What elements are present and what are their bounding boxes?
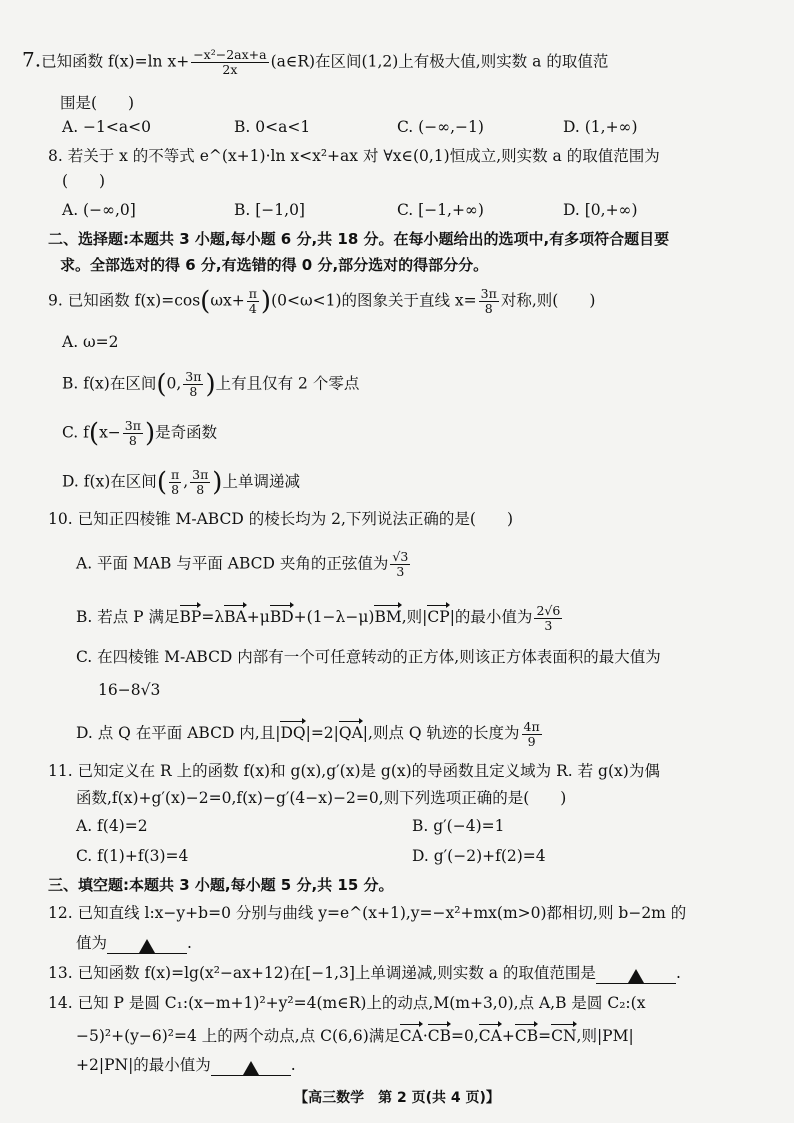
- q10-option-d: [76, 719, 544, 749]
- q10-option-a-frac: [390, 550, 410, 579]
- q9-3pi-over-8: [479, 287, 499, 316]
- q9-option-d-num1: π: [170, 467, 180, 482]
- q9-option-d-frac1: [169, 468, 181, 497]
- q9-option-a: A. ω=2: [62, 333, 119, 351]
- q10-option-d-text: D. 点 Q 在平面 ABCD 内,且|: [76, 724, 281, 742]
- vector-bd: BD: [270, 603, 294, 628]
- q10-option-b-min: |的最小值为: [449, 608, 533, 626]
- q10-option-c-line2: 16−8√3: [98, 681, 161, 699]
- q9-option-b: B. f(x)在区间(0, $\frac{3\pi}{8}$ )上有且仅有 2 个零点: [62, 369, 360, 400]
- q9-stem-a: 9. 已知函数 f(x)=cos: [48, 291, 201, 310]
- q12-line2: [76, 932, 192, 954]
- q13-line: [48, 962, 681, 984]
- q10-option-b-den: 3: [544, 617, 553, 633]
- triangle-icon: [139, 939, 155, 953]
- q10-option-a-num: √3: [392, 549, 409, 564]
- q7-option-a: A. −1<a<0: [62, 118, 151, 136]
- q9-option-d-tail: 上单调递减: [222, 472, 300, 491]
- q7-option-d: D. (1,+∞): [563, 118, 638, 136]
- q9-three-pi: 3π: [480, 286, 497, 301]
- q7-number: 7.: [22, 47, 42, 72]
- vector-bm: BM: [374, 603, 401, 628]
- q11-option-b: B. g′(−4)=1: [412, 817, 505, 835]
- q9-stem-b: ωx+: [210, 291, 245, 310]
- vector-ba: BA: [224, 603, 247, 628]
- q9-stem-c: (0<ω<1)的图象关于直线 x=: [271, 291, 477, 310]
- q9-option-b-interval: 0,: [166, 374, 182, 393]
- q8-option-a: A. (−∞,0]: [62, 201, 136, 219]
- q9-option-c: C. f(x− $\frac{3\pi}{8}$ )是奇函数: [62, 418, 218, 449]
- vector-cn: CN: [551, 1022, 576, 1047]
- q8-option-d: D. [0,+∞): [563, 201, 638, 219]
- q8-stem-b: ( ): [62, 172, 106, 190]
- q10-option-b-coef: +(1−λ−μ): [293, 608, 375, 626]
- q9-stem: 9. 已知函数 f(x)=cos(ωx+ $\frac{\pi}{4}$ )(0<ω<1)的图象关于直线 x= $\frac{3\pi}{8}$ 对称,则( ): [48, 286, 596, 317]
- q14-line1: 14. 已知 P 是圆 C₁:(x−m+1)²+y²=4(m∈R)上的动点,M(m+3,0),点 A,B 是圆 C₂:(x: [48, 994, 646, 1012]
- q9-option-b-frac: [183, 370, 203, 399]
- q10-option-b: [76, 603, 564, 633]
- q10-option-a: [76, 550, 412, 579]
- q10-option-a-text: A. 平面 MAB 与平面 ABCD 夹角的正弦值为: [76, 554, 389, 573]
- section2-heading-line2: 求。全部选对的得 6 分,有选错的得 0 分,部分选对的得部分分。: [60, 256, 489, 274]
- q11-option-a: A. f(4)=2: [76, 817, 148, 835]
- q10-option-b-text: B. 若点 P 满足: [76, 608, 180, 626]
- q10-option-b-then: ,则|: [401, 608, 428, 626]
- q14-eq: =: [538, 1027, 552, 1045]
- q10-option-b-eq: =λ: [201, 608, 225, 626]
- q10-option-d-tail: |,则点 Q 轨迹的长度为: [362, 724, 520, 742]
- q14-line2-text: −5)²+(y−6)²=4 上的两个动点,点 C(6,6)满足: [76, 1027, 400, 1045]
- q10-option-d-num: 4π: [523, 718, 540, 734]
- q13-end: .: [675, 964, 681, 982]
- q9-four: 4: [248, 301, 257, 316]
- q7-stem-a: 已知函数 f(x)=ln x+: [41, 52, 190, 71]
- q7-frac-num: −x²−2ax+a: [193, 47, 267, 62]
- q12-end: .: [187, 934, 192, 952]
- q9-option-b-num: 3π: [185, 369, 202, 384]
- vector-ca: CA: [400, 1022, 423, 1047]
- q12-answer-blank[interactable]: [107, 935, 187, 954]
- q9-pi-over-4: [247, 287, 259, 316]
- q11-line1: 11. 已知定义在 R 上的函数 f(x)和 g(x),g′(x)是 g(x)的导函数且定义域为 R. 若 g(x)为偶: [48, 762, 660, 780]
- q13-answer-blank[interactable]: [596, 965, 676, 984]
- vector-cp: CP: [427, 603, 449, 628]
- q7-option-c: C. (−∞,−1): [397, 118, 484, 136]
- vector-dq: DQ: [280, 719, 305, 744]
- vector-cb: CB: [428, 1022, 451, 1047]
- q10-option-d-frac: [522, 720, 542, 749]
- q9-pi: π: [248, 286, 257, 301]
- q14-line3-text: +2|PN|的最小值为: [76, 1056, 211, 1074]
- q14-end: .: [290, 1056, 296, 1074]
- vector-ca-2: CA: [479, 1022, 502, 1047]
- q10-option-b-num: 2√6: [536, 602, 561, 618]
- q13-text: 13. 已知函数 f(x)=lg(x²−ax+12)在[−1,3]上单调递减,则实数 a 的取值范围是: [48, 964, 596, 982]
- q12-line2-text: 值为: [76, 934, 108, 952]
- q10-option-b-frac: [534, 604, 562, 633]
- vector-bp: BP: [180, 603, 202, 628]
- triangle-icon: [243, 1061, 259, 1075]
- q11-option-d: D. g′(−2)+f(2)=4: [412, 847, 546, 865]
- vector-qa: QA: [339, 719, 363, 744]
- q12-line1: 12. 已知直线 l:x−y+b=0 分别与曲线 y=e^(x+1),y=−x²+mx(m>0)都相切,则 b−2m 的: [48, 904, 687, 922]
- q9-option-b-den: 8: [189, 384, 198, 399]
- q7-stem-c: 围是( ): [60, 94, 135, 112]
- q9-option-d-num2: 3π: [192, 467, 209, 482]
- q11-line2: 函数,f(x)+g′(x)−2=0,f(x)−g′(4−x)−2=0,则下列选项正确的是( ): [76, 789, 567, 807]
- q14-line2-eq: =0,: [451, 1027, 479, 1045]
- q9-option-c-text: C. f: [62, 423, 89, 442]
- q10-option-d-den: 9: [527, 733, 536, 749]
- vector-cb-2: CB: [515, 1022, 538, 1047]
- q9-stem-d: 对称,则( ): [500, 291, 596, 310]
- q14-line2-tail: ,则|PM|: [576, 1027, 634, 1045]
- q9-option-d-frac2: [190, 468, 210, 497]
- q8-option-b: B. [−1,0]: [234, 201, 305, 219]
- q9-option-c-frac: [123, 419, 143, 448]
- q14-plus: +: [501, 1027, 515, 1045]
- q14-answer-blank[interactable]: [211, 1057, 291, 1076]
- section3-heading: 三、填空题:本题共 3 小题,每小题 5 分,共 15 分。: [48, 876, 394, 894]
- q9-option-c-tail: 是奇函数: [155, 423, 218, 442]
- q7-stem-b: (a∈R)在区间(1,2)上有极大值,则实数 a 的取值范: [270, 52, 609, 71]
- q7-fraction: [191, 48, 268, 77]
- q9-option-d: D. f(x)在区间( $\frac{\pi}{8}$ , $\frac{3\pi}{8}$ )上单调递减: [62, 467, 300, 498]
- q10-option-d-eq: |=2|: [305, 724, 339, 742]
- q10-option-b-mu: +μ: [246, 608, 270, 626]
- q9-option-b-tail: 上有且仅有 2 个零点: [215, 374, 360, 393]
- page-footer: 【高三数学 第 2 页(共 4 页)】: [294, 1090, 500, 1106]
- q9-option-c-den: 8: [128, 433, 137, 448]
- q14-dot: ·: [422, 1027, 428, 1045]
- q10-option-c-line1: C. 在四棱锥 M-ABCD 内部有一个可任意转动的正方体,则该正方体表面积的最大值为: [76, 648, 661, 666]
- section2-heading-line1: 二、选择题:本题共 3 小题,每小题 6 分,共 18 分。在每小题给出的选项中,有多项符合题目要: [48, 230, 670, 248]
- q7-option-b: B. 0<a<1: [234, 118, 311, 136]
- q9-option-b-text: B. f(x)在区间: [62, 374, 157, 393]
- q9-eight: 8: [484, 301, 493, 316]
- q9-option-d-text: D. f(x)在区间: [62, 472, 157, 491]
- q9-option-d-den1: 8: [171, 482, 180, 497]
- q7-line1: [22, 48, 608, 77]
- q11-option-c: C. f(1)+f(3)=4: [76, 847, 189, 865]
- q14-line2: [76, 1022, 634, 1047]
- q8-option-c: C. [−1,+∞): [397, 201, 484, 219]
- q14-line3: [76, 1054, 296, 1076]
- q9-option-c-num: 3π: [124, 418, 141, 433]
- q7-frac-den: 2x: [222, 62, 238, 77]
- q9-option-d-den2: 8: [196, 482, 205, 497]
- q8-stem-a: 8. 若关于 x 的不等式 e^(x+1)·ln x<x²+ax 对 ∀x∈(0,1)恒成立,则实数 a 的取值范围为: [48, 147, 660, 165]
- q10-stem: 10. 已知正四棱锥 M-ABCD 的棱长均为 2,下列说法正确的是( ): [48, 510, 514, 528]
- q10-option-a-den: 3: [396, 564, 405, 579]
- triangle-icon: [628, 969, 644, 983]
- q9-option-c-arg: x−: [99, 423, 121, 442]
